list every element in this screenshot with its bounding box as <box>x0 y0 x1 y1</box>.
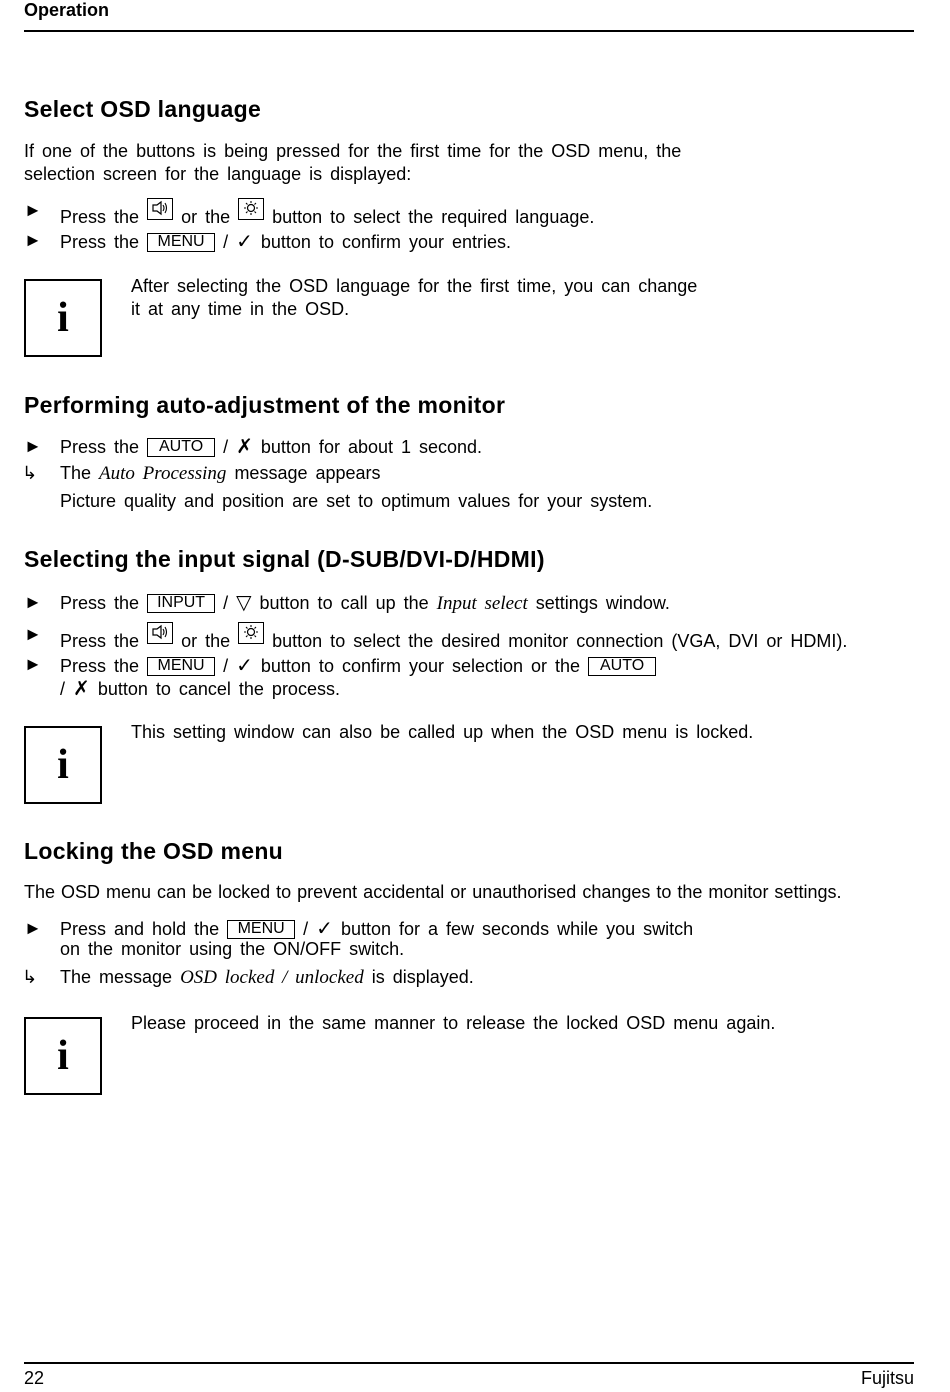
auto-result-line2: Picture quality and position are set to optimum values for your system. <box>60 491 653 511</box>
info-icon: i <box>24 1017 102 1095</box>
input-step1-text-c: settings window. <box>535 593 670 613</box>
footer-brand: Fujitsu <box>860 1368 914 1388</box>
footer-rule <box>24 1362 914 1364</box>
language-step1-text-b: button to select the required language. <box>272 207 595 227</box>
auto-result-text-b: message appears <box>234 463 381 483</box>
bullet-marker: ► <box>24 592 42 612</box>
language-note-line1: After selecting the OSD language for the first time, you can change <box>131 276 698 296</box>
section-heading-input-signal: Selecting the input signal (D-SUB/DVI-D/HDMI) <box>24 546 545 572</box>
lock-result-text-b: is displayed. <box>371 967 474 987</box>
brightness-icon <box>238 622 264 644</box>
input-step1 <box>60 590 670 615</box>
language-intro-line2: selection screen for the language is displayed: <box>24 164 412 184</box>
check-icon: ✓ <box>236 231 253 253</box>
language-note <box>131 275 697 321</box>
lock-result-text-a: The message <box>60 967 173 987</box>
language-step1 <box>60 198 594 228</box>
down-triangle-icon: ▽ <box>236 592 252 614</box>
bullet-marker: ► <box>24 436 42 456</box>
lock-step1-line2: on the monitor using the ON/OFF switch. <box>60 939 405 959</box>
language-step2 <box>60 229 511 254</box>
key-separator: / <box>303 919 309 939</box>
section-heading-lock: Locking the OSD menu <box>24 838 284 864</box>
language-note-line2: it at any time in the OSD. <box>131 299 350 319</box>
language-step2-text-b: button to confirm your entries. <box>260 232 512 252</box>
header-rule <box>24 30 914 32</box>
bullet-marker: ► <box>24 230 42 250</box>
input-step3-line2-text: button to cancel the process. <box>97 679 340 699</box>
language-step1-text-a: Press the <box>60 207 140 227</box>
auto-result <box>60 463 381 485</box>
section-heading-language: Select OSD language <box>24 96 262 122</box>
key-separator: / <box>223 593 229 613</box>
page-header-title: Operation <box>24 0 110 20</box>
brightness-icon <box>238 198 264 220</box>
input-step2-text-a: Press the <box>60 631 140 651</box>
input-step3-text-b: button to confirm your selection or the <box>260 656 581 676</box>
auto-result-text-a: The <box>60 463 92 483</box>
lock-step1-text-b: button for a few seconds while you switch <box>340 919 694 939</box>
input-step3-line2 <box>60 676 340 701</box>
lock-note <box>131 1012 775 1035</box>
bullet-marker: ► <box>24 654 42 674</box>
bullet-marker: ► <box>24 624 42 644</box>
input-note <box>131 721 753 744</box>
speaker-icon <box>147 198 173 220</box>
speaker-icon <box>147 622 173 644</box>
auto-result-italic: Auto Processing <box>99 463 227 484</box>
lock-result-italic: OSD locked / unlocked <box>180 967 364 988</box>
language-intro <box>24 140 681 186</box>
menu-key: MENU <box>227 920 295 939</box>
input-step1-italic: Input select <box>436 593 528 614</box>
input-step1-text-a: Press the <box>60 593 140 613</box>
bullet-marker: ► <box>24 918 42 938</box>
key-separator: / <box>60 679 66 699</box>
page-number: 22 <box>24 1368 45 1388</box>
menu-key: MENU <box>147 233 215 252</box>
lock-step1-text-a: Press and hold the <box>60 919 220 939</box>
input-step3 <box>60 653 656 678</box>
check-icon: ✓ <box>236 655 253 677</box>
input-note-line1: This setting window can also be called up when the OSD menu is locked. <box>131 722 754 742</box>
auto-key: AUTO <box>588 657 656 676</box>
info-icon: i <box>24 279 102 357</box>
cross-icon: ✗ <box>236 436 253 458</box>
input-step2 <box>60 622 847 652</box>
cross-icon: ✗ <box>73 678 90 700</box>
lock-intro: The OSD menu can be locked to prevent accidental or unauthorised changes to the monitor settings. <box>24 882 842 902</box>
auto-key: AUTO <box>147 438 215 457</box>
check-icon: ✓ <box>316 918 333 940</box>
input-step2-text-b: button to select the desired monitor connection (VGA, DVI or HDMI). <box>272 631 848 651</box>
key-separator: / <box>223 437 229 457</box>
auto-step1-text-b: button for about 1 second. <box>260 437 483 457</box>
section-heading-auto-adjust: Performing auto-adjustment of the monitor <box>24 392 506 418</box>
key-separator: / <box>223 232 229 252</box>
auto-step1 <box>60 434 482 459</box>
input-key: INPUT <box>147 594 215 613</box>
language-step2-text-a: Press the <box>60 232 140 252</box>
info-icon: i <box>24 726 102 804</box>
input-step1-text-b: button to call up the <box>259 593 429 613</box>
input-step3-text-a: Press the <box>60 656 140 676</box>
lock-step1 <box>60 916 693 941</box>
language-intro-line1: If one of the buttons is being pressed for the first time for the OSD menu, the <box>24 141 682 161</box>
menu-key: MENU <box>147 657 215 676</box>
lock-note-line1: Please proceed in the same manner to release the locked OSD menu again. <box>131 1013 776 1033</box>
key-separator: / <box>223 656 229 676</box>
input-step2-or: or the <box>181 631 231 651</box>
result-arrow-icon: ↳ <box>22 463 38 483</box>
bullet-marker: ► <box>24 200 42 220</box>
result-arrow-icon: ↳ <box>22 967 38 987</box>
lock-result <box>60 967 474 989</box>
language-step1-or: or the <box>181 207 231 227</box>
auto-step1-text-a: Press the <box>60 437 140 457</box>
